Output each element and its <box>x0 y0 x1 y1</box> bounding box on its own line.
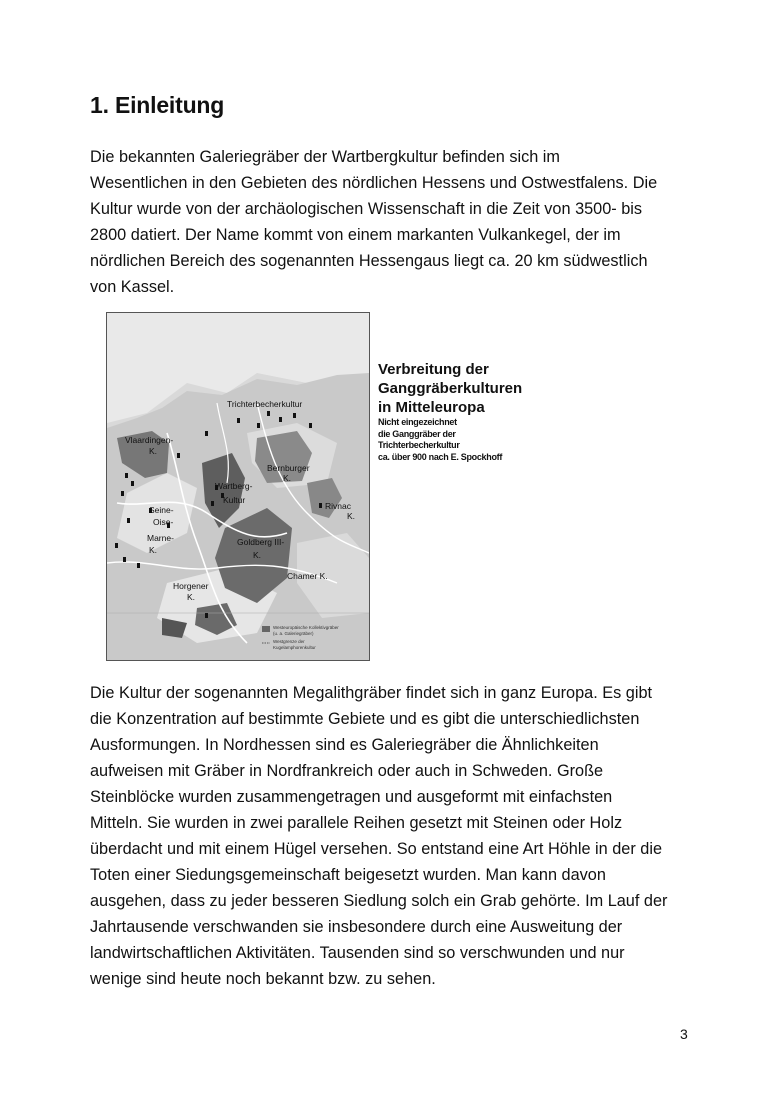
text-line: von Kassel. <box>90 278 175 296</box>
text-line: Mitteln. Sie wurden in zwei parallele Reihen gesetzt mit Steinen oder Holz <box>90 814 623 832</box>
distribution-figure <box>106 312 536 662</box>
text-line: Die Kultur der sogenannten Megalithgräber findet sich in ganz Europa. Es gibt <box>90 684 653 702</box>
text-line: überdacht und mit einem Hügel versehen. So entstand eine Art Höhle in der die <box>90 840 663 858</box>
caption-note-line: Trichterbecherkultur <box>378 440 460 450</box>
map-label: Trichterbecherkultur <box>227 399 303 409</box>
text-line: Steinblöcke wurden zusammengetragen und ausgeformt mit einfachsten <box>90 788 613 806</box>
caption-note-line: die Ganggräber der <box>378 428 456 439</box>
intro-paragraph <box>90 144 700 300</box>
text-line: landwirtschaftlichen Aktivitäten. Tausenden sind so verschwunden und nur <box>90 944 625 962</box>
distribution-map <box>106 312 370 661</box>
caption-title-line: in Mitteleuropa <box>378 399 485 416</box>
text-line: Jahrtausende verschwanden sie insbesondere durch eine Ausweitung der <box>90 918 623 936</box>
legend-text: Westeuropäische Kollektivgräber <box>273 625 339 630</box>
body-paragraph <box>90 680 700 992</box>
caption-note-line: ca. über 900 nach E. Spockhoff <box>378 451 503 462</box>
text-line: nördlichen Bereich des sogenannten Hessengaus liegt ca. 20 km südwestlich <box>90 252 648 270</box>
text-line: ausgehen, dass zu jeder besseren Siedlung solch ein Grab gehörte. Im Lauf der <box>90 892 668 910</box>
map-label: Rivnac <box>325 501 351 511</box>
section-heading: 1. Einleitung <box>90 92 225 118</box>
map-label: K. <box>149 545 158 555</box>
legend-text: (u. a. Galeriegräber) <box>273 631 314 636</box>
map-label: Goldberg III- <box>237 537 285 547</box>
map-label: Chamer K. <box>287 571 328 581</box>
map-label: K. <box>283 473 292 483</box>
text-line: Wesentlichen in den Gebieten des nördlichen Hessens und Ostwestfalens. Die <box>90 174 658 192</box>
text-line: Die bekannten Galeriegräber der Wartbergkultur befinden sich im <box>90 148 560 166</box>
map-label: K. <box>347 511 356 521</box>
text-line: Kultur wurde von der archäologischen Wissenschaft in die Zeit von 3500- bis <box>90 200 643 218</box>
map-label: Marne- <box>147 533 174 543</box>
figure-caption <box>378 360 543 463</box>
map-label: Horgener <box>173 581 209 591</box>
map-label: Bernburger <box>267 463 310 473</box>
page-number: 3 <box>680 1026 688 1042</box>
caption-title-line: Ganggräberkulturen <box>378 380 523 397</box>
text-line: 2800 datiert. Der Name kommt von einem markanten Vulkankegel, der im <box>90 226 621 244</box>
map-label: Wartberg- <box>215 481 253 491</box>
map-label: K. <box>253 550 262 560</box>
map-label: Seine- <box>149 505 174 515</box>
map-label: K. <box>187 592 196 602</box>
map-label: Vlaardingen- <box>125 435 174 445</box>
map-label: Kultur <box>223 495 246 505</box>
text-line: wenige sind heute noch bekannt bzw. zu sehen. <box>90 970 436 988</box>
legend-text: Kugelamphorenkultur <box>273 645 316 650</box>
text-line: die Konzentration auf bestimmte Gebiete und es gibt die unterschiedlichsten <box>90 710 640 728</box>
text-line: aufweisen mit Gräber in Nordfrankreich oder auch in Schweden. Große <box>90 762 604 780</box>
legend-text: Westgrenze der <box>273 639 305 644</box>
text-line: Ausformungen. In Nordhessen sind es Galeriegräber die Ähnlichkeiten <box>90 736 599 754</box>
caption-title-line: Verbreitung der <box>378 361 489 378</box>
text-line: Toten einer Siedungsgemeinschaft beigesetzt wurden. Man kann davon <box>90 866 606 884</box>
map-label: Oise- <box>153 517 174 527</box>
caption-note-line: Nicht eingezeichnet <box>378 417 457 427</box>
map-label: K. <box>149 446 158 456</box>
